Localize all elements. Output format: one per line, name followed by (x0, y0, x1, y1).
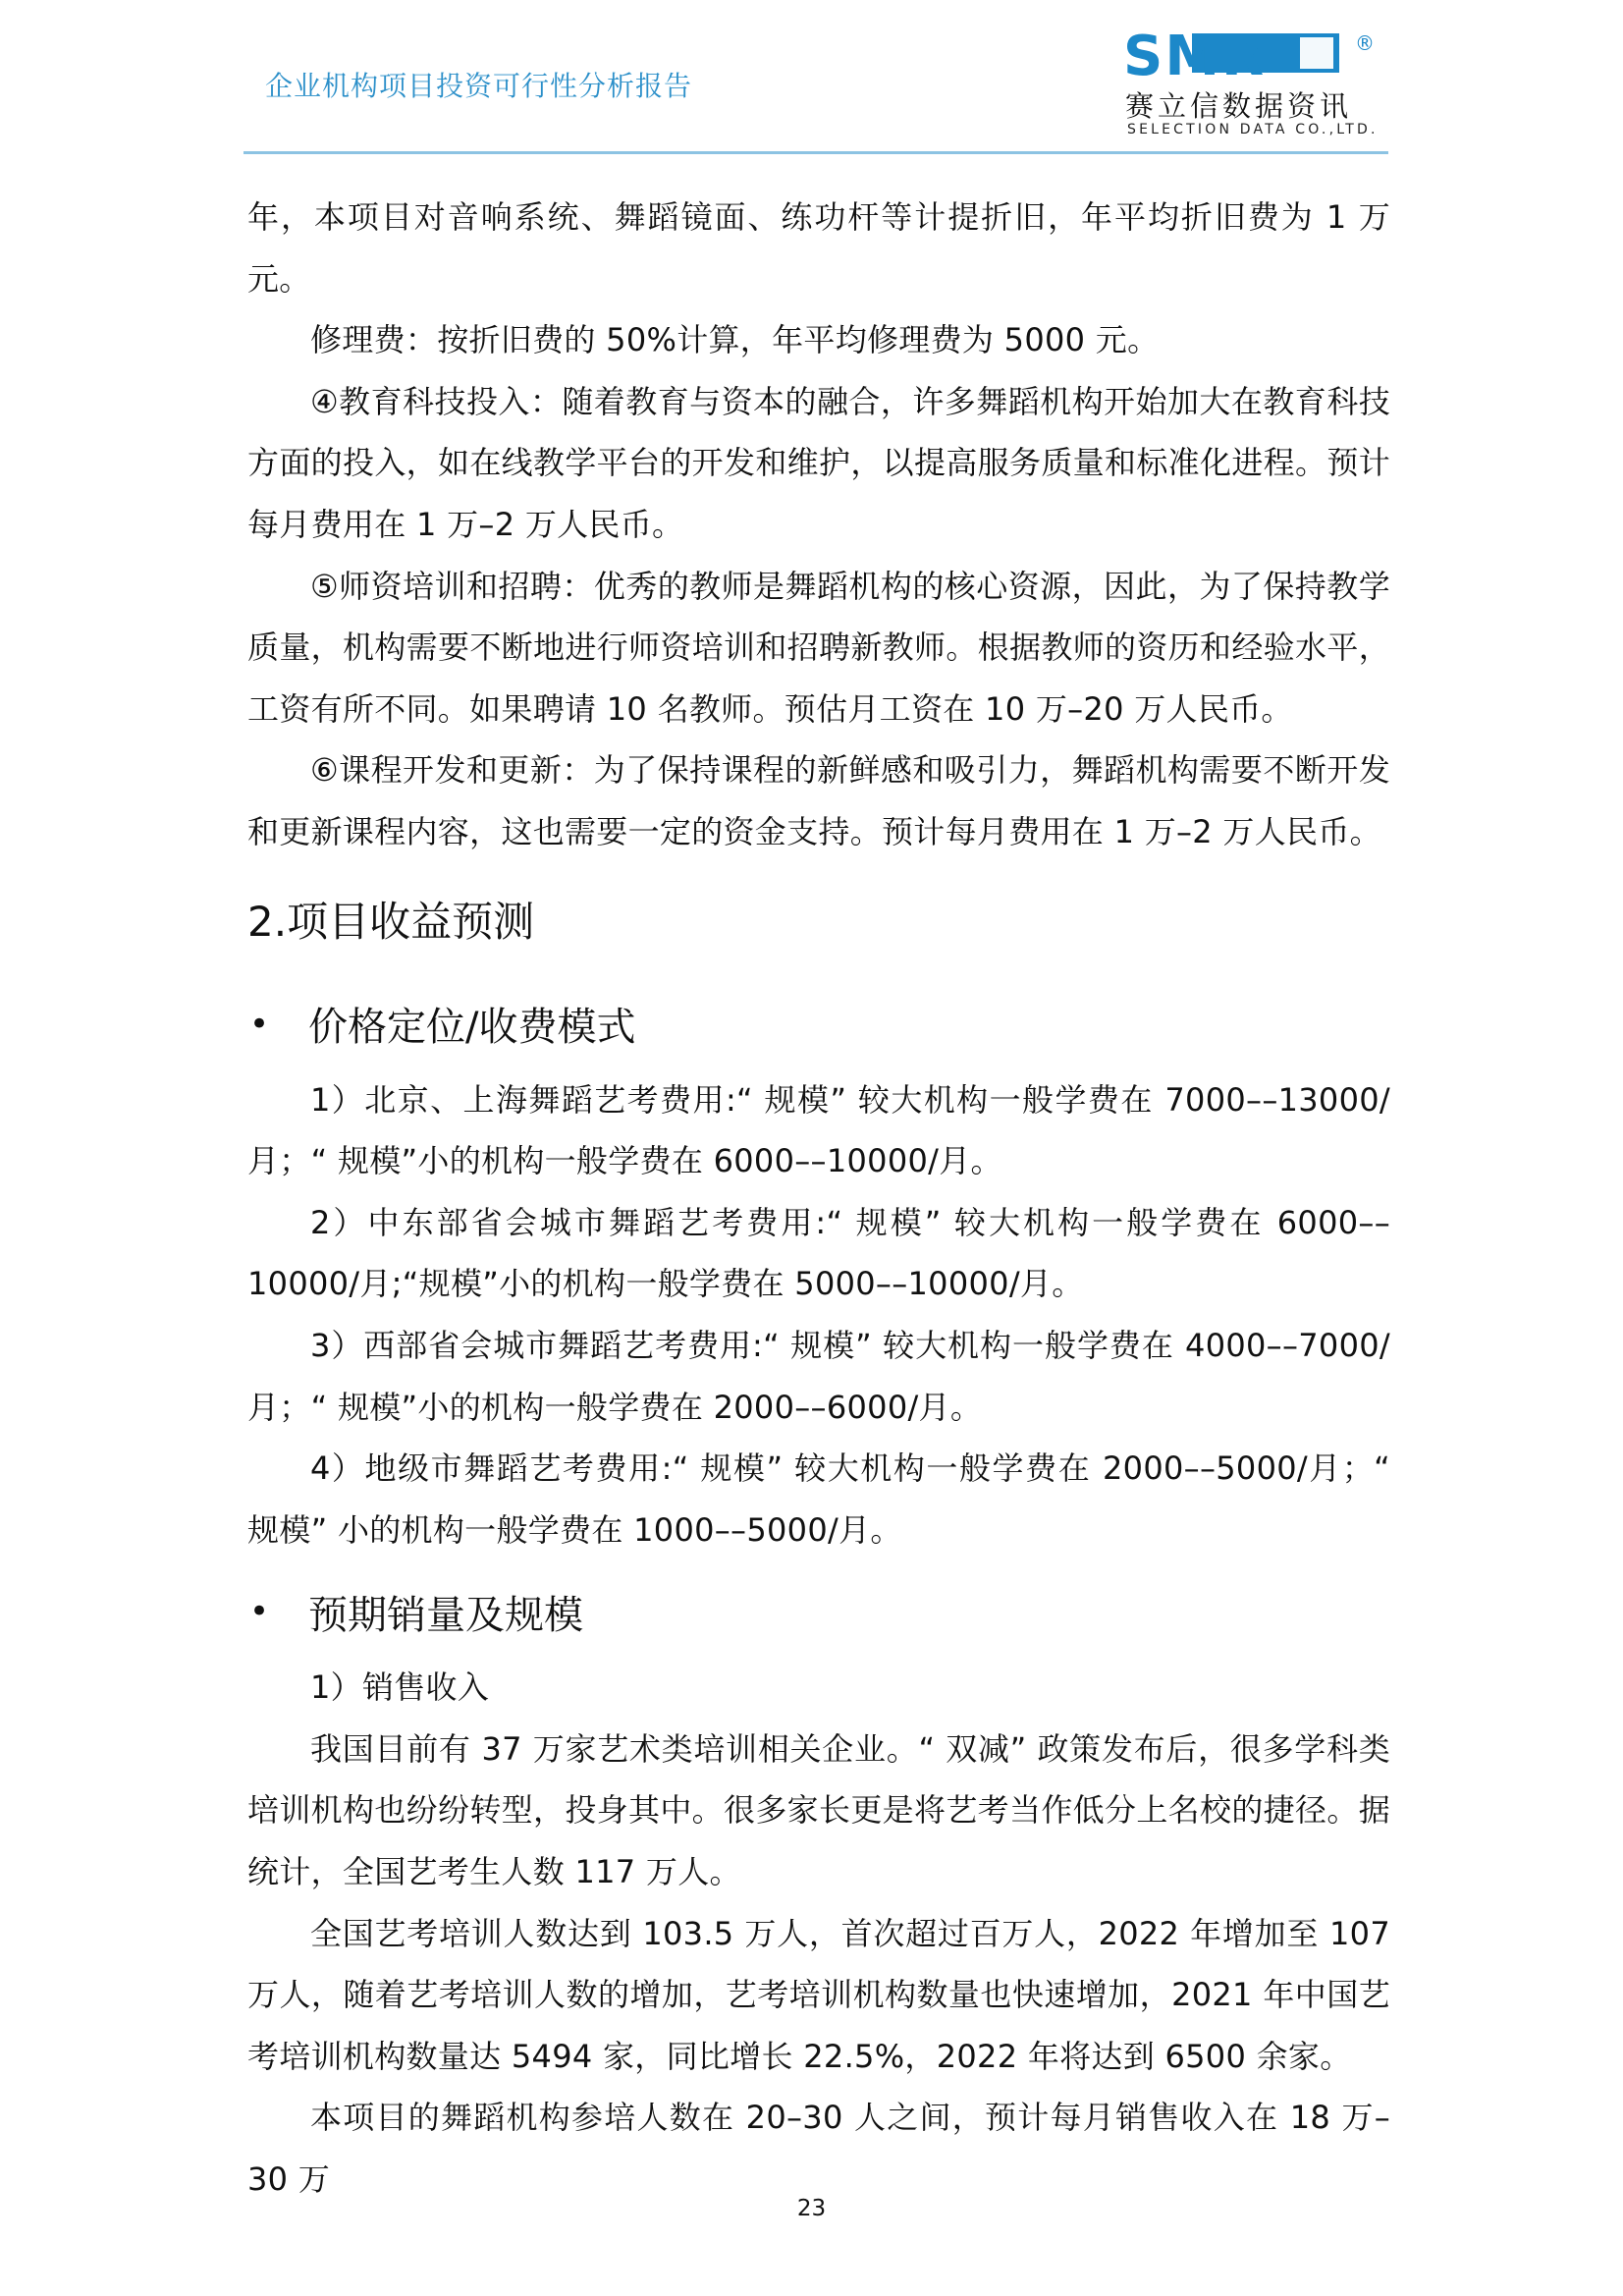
page-body (247, 187, 1390, 2211)
sales-paragraph: 本项目的舞蹈机构参培人数在 20–30 人之间，预计每月销售收入在 18 万–30 万 (247, 2099, 1390, 2199)
page-number: 23 (796, 2196, 827, 2221)
bullet-icon: • (249, 1592, 270, 1632)
pricing-item: 4）地级市舞蹈艺考费用:“ 规模” 较大机构一般学费在 2000––5000/月；“ 规模” 小的机构一般学费在 1000––5000/月。 (247, 1449, 1390, 1549)
paragraph-curriculum: ⑥课程开发和更新：为了保持课程的新鲜感和吸引力，舞蹈机构需要不断开发和更新课程内容，这也需要一定的资金支持。预计每月费用在 1 万–2 万人民币。 (247, 751, 1390, 850)
bullet-pricing (247, 979, 1390, 1069)
pricing-item: 1）北京、上海舞蹈艺考费用:“ 规模” 较大机构一般学费在 7000––13000/月；“ 规模”小的机构一般学费在 6000––10000/月。 (247, 1080, 1390, 1180)
sales-subheading: 1）销售收入 (310, 1668, 490, 1707)
logo-english-name: SELECTION DATA CO.,LTD. (1127, 122, 1379, 137)
header-divider (243, 151, 1388, 154)
sales-paragraph: 我国目前有 37 万家艺术类培训相关企业。“ 双减” 政策发布后，很多学科类培训机构也纷纷转型，投身其中。很多家长更是将艺考当作低分上名校的捷径。据统计，全国艺考生人数 117 万人。 (247, 1729, 1390, 1891)
logo-letters: SMR (1123, 29, 1267, 82)
bullet-pricing-text: 价格定位/收费模式 (308, 1005, 636, 1051)
bullet-sales (247, 1566, 1390, 1657)
paragraph-repair: 修理费：按折旧费的 50%计算，年平均修理费为 5000 元。 (310, 321, 1160, 359)
smr-logo-icon (1123, 29, 1353, 82)
paragraph-teachers: ⑤师资培训和招聘：优秀的教师是舞蹈机构的核心资源，因此，为了保持教学质量，机构需要不断地进行师资培训和招聘新教师。根据教师的资历和经验水平，工资有所不同。如果聘请 10 名教师。预估月工资在 10 万–20 万人民币。 (247, 567, 1390, 728)
page-header (243, 0, 1388, 155)
registered-mark: ® (1355, 31, 1375, 55)
header-title: 企业机构项目投资可行性分析报告 (265, 70, 693, 102)
sales-paragraph: 全国艺考培训人数达到 103.5 万人，首次超过百万人，2022 年增加至 107 万人，随着艺考培训人数的增加，艺考培训机构数量也快速增加，2021 年中国艺考培训机构数量达 5494 家，同比增长 22.5%，2022 年将达到 6500 余家。 (247, 1914, 1390, 2075)
paragraph-edtech: ④教育科技投入：随着教育与资本的融合，许多舞蹈机构开始加大在教育科技方面的投入，如在线教学平台的开发和维护，以提高服务质量和标准化进程。预计每月费用在 1 万–2 万人民币。 (247, 382, 1390, 543)
logo-chinese-name: 赛立信数据资讯 (1125, 89, 1353, 123)
bullet-sales-text: 预期销量及规模 (308, 1592, 583, 1638)
pricing-item: 2）中东部省会城市舞蹈艺考费用:“ 规模” 较大机构一般学费在 6000––10000/月;“规模”小的机构一般学费在 5000––10000/月。 (247, 1203, 1390, 1303)
bullet-icon: • (249, 1004, 270, 1044)
company-logo (1123, 29, 1388, 143)
pricing-item: 3）西部省会城市舞蹈艺考费用:“ 规模” 较大机构一般学费在 4000––7000/月；“ 规模”小的机构一般学费在 2000––6000/月。 (247, 1326, 1390, 1426)
paragraph-depreciation: 年，本项目对音响系统、舞蹈镜面、练功杆等计提折旧，年平均折旧费为 1 万元。 (247, 198, 1390, 298)
section-heading: 2.项目收益预测 (247, 897, 535, 946)
